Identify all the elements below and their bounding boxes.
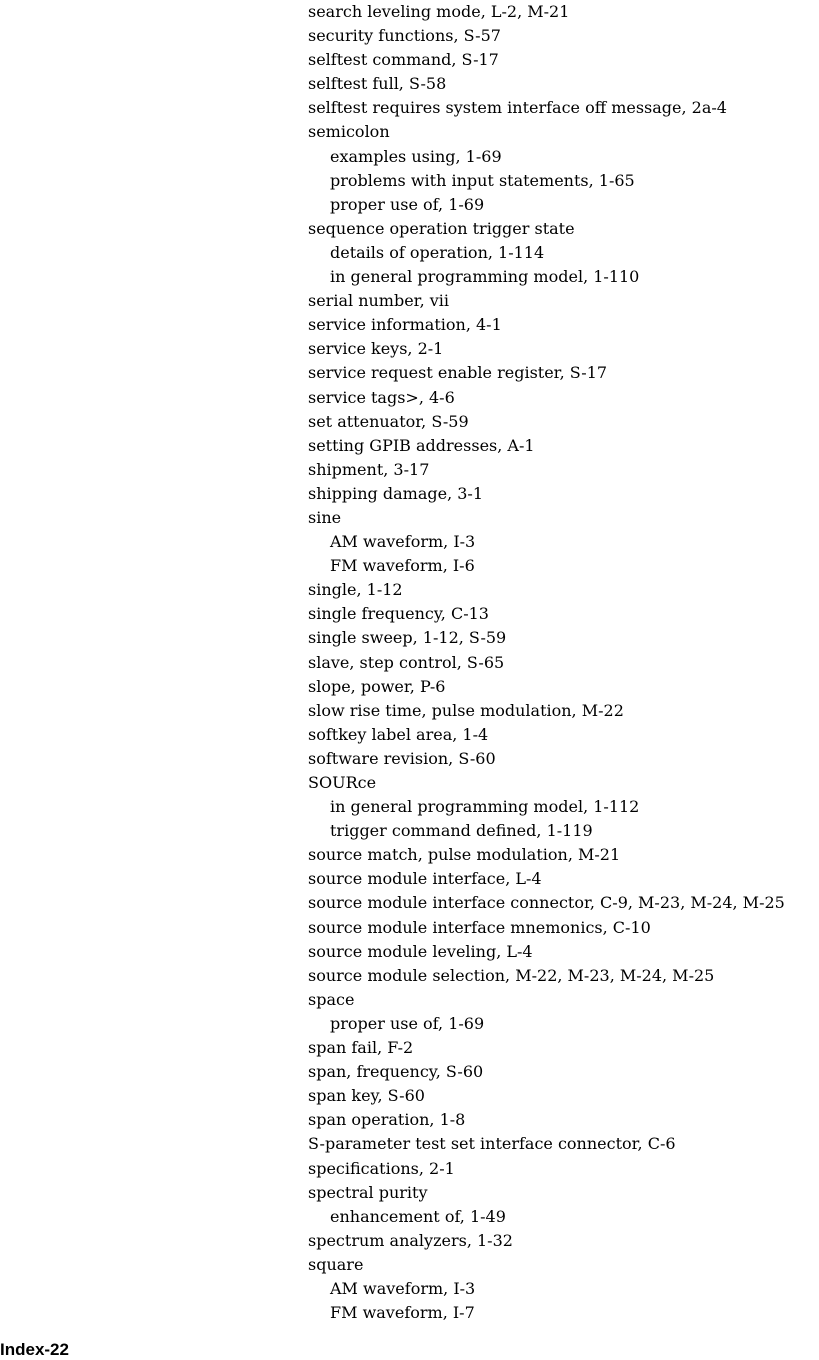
index-subentry: FM waveform, I-6 bbox=[330, 556, 475, 576]
index-entry: software revision, S-60 bbox=[308, 748, 496, 768]
index-entry: single frequency, C-13 bbox=[308, 604, 489, 624]
index-entry: selftest requires system interface off message, 2a-4 bbox=[308, 98, 727, 118]
index-entry: service information, 4-1 bbox=[308, 315, 502, 335]
index-entry: source module leveling, L-4 bbox=[308, 941, 533, 961]
index-subentry: in general programming model, 1-112 bbox=[330, 797, 640, 817]
index-entry: single, 1-12 bbox=[308, 580, 403, 600]
index-entry: source module interface connector, C-9, M-23, M-24, M-25 bbox=[308, 893, 785, 913]
index-subentry: details of operation, 1-114 bbox=[330, 242, 545, 262]
index-subentry: in general programming model, 1-110 bbox=[330, 267, 640, 287]
index-entry: slope, power, P-6 bbox=[308, 676, 446, 696]
index-entry: source match, pulse modulation, M-21 bbox=[308, 845, 621, 865]
index-subentry: AM waveform, I-3 bbox=[330, 1278, 476, 1298]
index-entry: shipping damage, 3-1 bbox=[308, 483, 484, 503]
index-entry: selftest full, S-58 bbox=[308, 74, 447, 94]
index-entry: semicolon bbox=[308, 122, 390, 142]
index-entry: specifications, 2-1 bbox=[308, 1158, 455, 1178]
index-subentry: trigger command defined, 1-119 bbox=[330, 821, 593, 841]
index-entry: setting GPIB addresses, A-1 bbox=[308, 435, 535, 455]
index-entry: selftest command, S-17 bbox=[308, 50, 499, 70]
index-subentry: proper use of, 1-69 bbox=[330, 1013, 485, 1033]
index-entry: service keys, 2-1 bbox=[308, 339, 444, 359]
index-entry: SOURce bbox=[308, 773, 377, 792]
index-entry: source module interface, L-4 bbox=[308, 869, 542, 889]
index-entry: sequence operation trigger state bbox=[308, 218, 575, 238]
index-entry: source module selection, M-22, M-23, M-24, M-25 bbox=[308, 965, 715, 985]
index-entry: S-parameter test set interface connector, C-6 bbox=[308, 1134, 676, 1154]
index-entry: square bbox=[308, 1254, 364, 1274]
index-entry: slow rise time, pulse modulation, M-22 bbox=[308, 700, 624, 720]
index-entry: span key, S-60 bbox=[308, 1086, 425, 1106]
index-entry: shipment, 3-17 bbox=[308, 459, 430, 479]
index-subentry: FM waveform, I-7 bbox=[330, 1303, 475, 1323]
index-subentry: enhancement of, 1-49 bbox=[330, 1206, 506, 1226]
index-subentry: problems with input statements, 1-65 bbox=[330, 170, 635, 190]
index-entry: service request enable register, S-17 bbox=[308, 363, 608, 383]
index-entry: spectral purity bbox=[308, 1182, 428, 1202]
index-entry: space bbox=[308, 989, 355, 1009]
index-entry: span operation, 1-8 bbox=[308, 1110, 466, 1130]
index-entry: serial number, vii bbox=[308, 291, 450, 311]
index-entry: set attenuator, S-59 bbox=[308, 411, 469, 431]
index-entry: service tags>, 4-6 bbox=[308, 387, 455, 407]
index-subentry: examples using, 1-69 bbox=[330, 146, 502, 166]
index-entry: slave, step control, S-65 bbox=[308, 652, 505, 672]
index-entry: single sweep, 1-12, S-59 bbox=[308, 628, 507, 648]
index-entry: source module interface mnemonics, C-10 bbox=[308, 917, 651, 937]
index-entry: span, frequency, S-60 bbox=[308, 1062, 484, 1082]
index-entry: span fail, F-2 bbox=[308, 1038, 414, 1058]
index-subentry: AM waveform, I-3 bbox=[330, 532, 476, 552]
index-entry: search leveling mode, L-2, M-21 bbox=[308, 2, 570, 21]
index-entry: spectrum analyzers, 1-32 bbox=[308, 1230, 513, 1250]
index-subentry: proper use of, 1-69 bbox=[330, 194, 485, 214]
index-entry: sine bbox=[308, 507, 342, 527]
page-number-footer: Index-22 bbox=[0, 1340, 69, 1359]
index-entry: softkey label area, 1-4 bbox=[308, 724, 489, 744]
index-entry-list bbox=[308, 0, 785, 1325]
index-entry: security functions, S-57 bbox=[308, 26, 501, 46]
